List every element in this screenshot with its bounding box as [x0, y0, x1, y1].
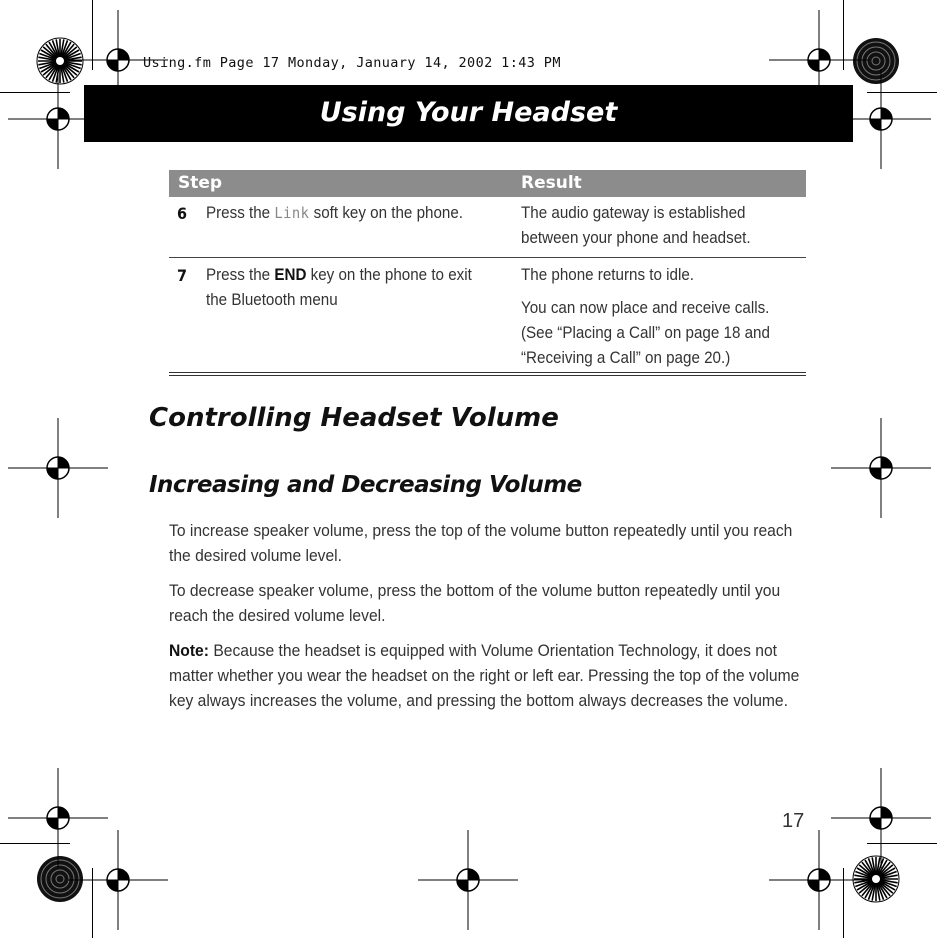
result-text: You can now place and receive calls. (See “Placing a Call” on page 18 and “Receiving a Call” on page 20.)	[521, 299, 770, 367]
trim-line	[0, 843, 70, 844]
paragraph-decrease: To decrease speaker volume, press the bottom of the volume button repeatedly until you reach the desired volume level.	[169, 581, 781, 625]
crosshair-icon	[68, 830, 168, 930]
crosshair-icon	[831, 418, 931, 518]
crosshair-icon	[769, 830, 869, 930]
trim-line	[843, 0, 844, 70]
table-header	[169, 170, 806, 197]
column-header-result: Result	[521, 173, 582, 193]
result-text: The phone returns to idle.	[521, 266, 695, 284]
table-row	[169, 197, 806, 258]
crosshair-icon	[418, 830, 518, 930]
note-text: Because the headset is equipped with Volume Orientation Technology, it does not matter whether you wear the headset on the right or left ear. Pressing the top of the volume key always increases the volume, and pressing the bottom always decreases the volume.	[169, 641, 800, 710]
crosshair-icon	[8, 418, 108, 518]
column-header-step: Step	[178, 173, 223, 193]
table-end-rule	[169, 372, 806, 373]
trim-line	[92, 868, 93, 938]
section-heading: Controlling Headset Volume	[149, 403, 559, 433]
step-text: Press the Link soft key on the phone.	[206, 204, 464, 222]
trim-line	[867, 92, 937, 93]
chapter-title: Using Your Headset	[319, 97, 618, 128]
step-text: Press the END key on the phone to exit the Bluetooth menu	[206, 266, 472, 309]
page-number: 17	[782, 810, 805, 832]
chapter-banner	[84, 85, 853, 142]
end-key-label: END	[274, 266, 307, 284]
step-number: 7	[177, 266, 188, 285]
step-number: 6	[177, 204, 188, 223]
trim-line	[867, 843, 937, 844]
trim-line	[92, 0, 93, 70]
subsection-heading: Increasing and Decreasing Volume	[149, 472, 582, 498]
trim-line	[843, 868, 844, 938]
note-label: Note:	[169, 641, 209, 660]
result-text: The audio gateway is established between your phone and headset.	[521, 204, 751, 247]
link-softkey-label: Link	[274, 204, 310, 222]
paragraph-note	[169, 638, 804, 713]
file-info-header: Using.fm Page 17 Monday, January 14, 2002 1:43 PM	[143, 55, 561, 71]
table-row	[169, 258, 806, 374]
trim-line	[0, 92, 70, 93]
step-table	[169, 170, 806, 374]
table-end-rule	[169, 375, 806, 376]
paragraph-increase: To increase speaker volume, press the top of the volume button repeatedly until you reach the desired volume level.	[169, 521, 793, 565]
